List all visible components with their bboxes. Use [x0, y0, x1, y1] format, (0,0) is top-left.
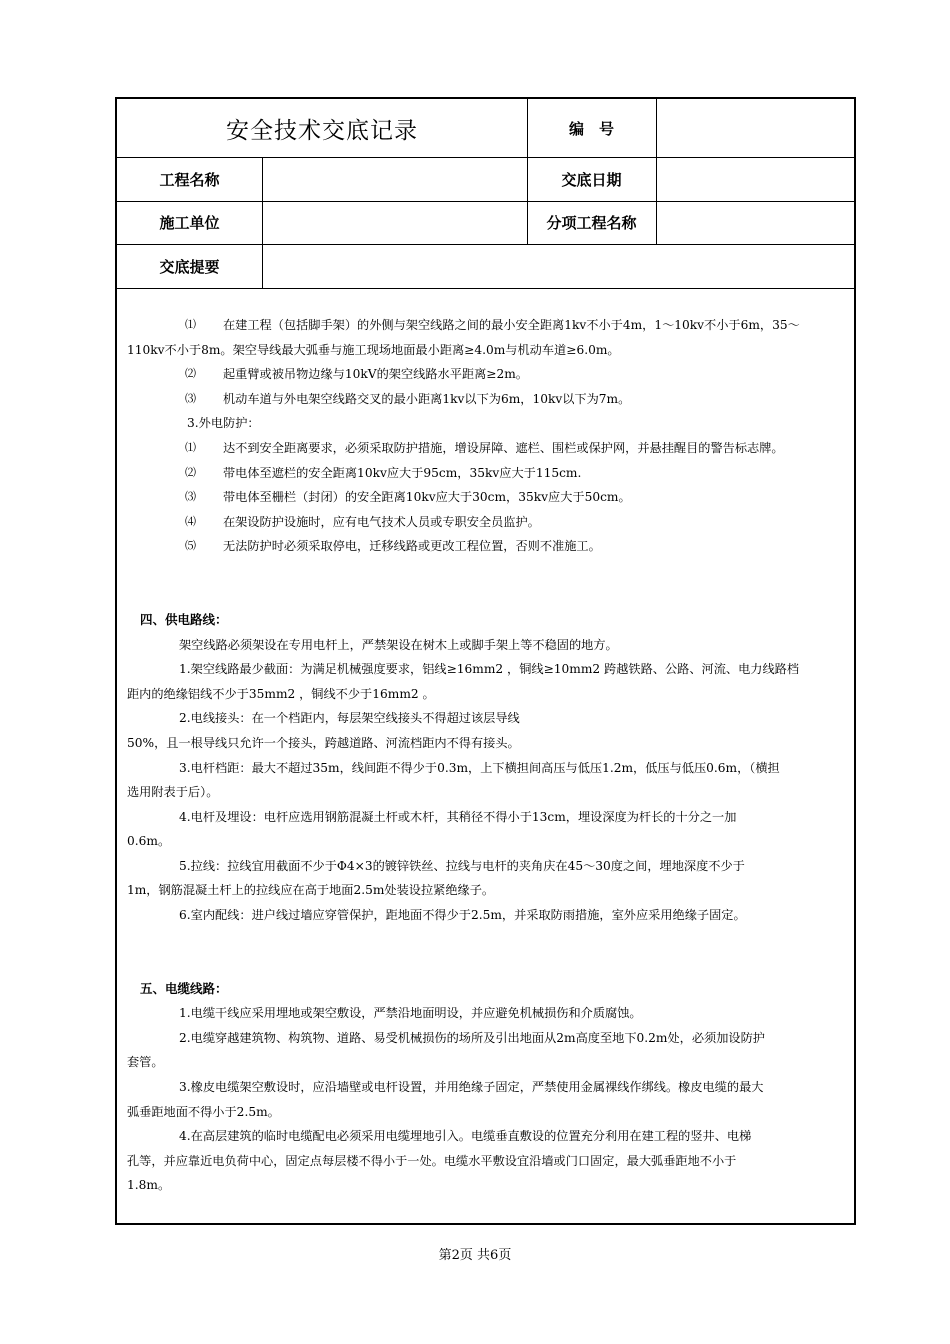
project-name-label: 工程名称 — [159, 170, 220, 189]
paragraph: 4.在高层建筑的临时电缆配电必须采用电缆埋地引入。电缆垂直敷设的位置充分利用在建工程的竖井、电梯 — [179, 1129, 752, 1144]
unit-label: 施工单位 — [159, 214, 220, 232]
paragraph: 1.电缆干线应采用埋地或架空敷设，严禁沿地面明设，并应避免机械损伤和介质腐蚀。 — [179, 1006, 642, 1021]
paragraph: 2.电线接头：在一个档距内，每层架空线接头不得超过该层导线 — [179, 711, 520, 726]
list-item: ⑶ 带电体至栅栏（封闭）的安全距离10kv应大于30cm，35kv应大于50cm。 — [185, 490, 631, 505]
list-item: ⑵ 带电体至遮栏的安全距离10kv应大于95cm，35kv应大于115cm. — [185, 465, 582, 480]
list-item: ⑴ 在建工程（包括脚手架）的外侧与架空线路之间的最小安全距离1kv不小于4m，1～10kv不小于6m，35～ — [185, 318, 800, 332]
paragraph-continuation: 1.8m。 — [127, 1178, 171, 1193]
date-label: 交底日期 — [561, 170, 622, 189]
paragraph: 4.电杆及埋设：电杆应选用钢筋混凝土杆或木杆，其稍径不得小于13cm，埋设深度为杆长的十分之一加 — [179, 809, 737, 824]
unit-field[interactable] — [263, 201, 527, 244]
subproject-field[interactable] — [657, 201, 854, 244]
paragraph: 1.架空线路最少截面：为满足机械强度要求，铝线≥16mm2 ，铜线≥10mm2 跨越铁路、公路、河流、电力线路档 — [179, 662, 800, 677]
record-form — [115, 97, 856, 1225]
list-item: ⑸ 无法防护时必须采取停电，迁移线路或更改工程位置，否则不准施工。 — [185, 539, 601, 554]
paragraph-continuation: 弧垂距地面不得小于2.5m。 — [127, 1104, 280, 1119]
section-heading: 五、电缆线路： — [140, 980, 228, 996]
page-number: 第2页 共6页 — [438, 1248, 512, 1263]
paragraph: 5.拉线：拉线宜用截面不少于Φ4×3的镀锌铁丝、拉线与电杆的夹角庆在45～30度之间，埋地深度不少于 — [179, 858, 745, 873]
list-item: ⑴ 达不到安全距离要求，必须采取防护措施，增设屏障、遮栏、围栏或保护网，并悬挂醒目的警告标志牌。 — [185, 440, 784, 455]
paragraph-continuation: 套管。 — [127, 1055, 164, 1070]
paragraph-continuation: 1m，钢筋混凝土杆上的拉线应在高于地面2.5m处装设拉紧绝缘子。 — [127, 883, 495, 898]
subproject-label: 分项工程名称 — [546, 214, 637, 232]
paragraph-continuation: 110kv不小于8m。架空导线最大弧垂与施工现场地面最小距离≥4.0m与机动车道≥6.0m。 — [127, 342, 620, 357]
number-field[interactable] — [657, 99, 854, 157]
list-item: ⑶ 机动车道与外电架空线路交叉的最小距离1kv以下为6m，10kv以下为7m。 — [185, 391, 631, 406]
paragraph: 3.橡皮电缆架空敷设时，应沿墙壁或电杆设置，并用绝缘子固定，严禁使用金属裸线作绑线。橡皮电缆的最大 — [179, 1080, 764, 1095]
row-divider — [117, 288, 854, 289]
summary-field[interactable] — [263, 244, 854, 288]
paragraph-continuation: 0.6m。 — [127, 834, 171, 849]
paragraph: 架空线路必须架设在专用电杆上，严禁架设在树木上或脚手架上等不稳固的地方。 — [179, 637, 618, 652]
section-heading: 四、供电路线： — [140, 611, 228, 627]
list-item: ⑵ 起重臂或被吊物边缘与10kV的架空线路水平距离≥2m。 — [185, 367, 528, 382]
paragraph-continuation: 选用附表于后）。 — [127, 785, 219, 800]
list-item: ⑷ 在架设防护设施时，应有电气技术人员或专职安全员监护。 — [185, 514, 540, 529]
subsection-title: 3.外电防护： — [187, 416, 260, 431]
paragraph-continuation: 距内的绝缘铝线不少于35mm2 ，铜线不少于16mm2 。 — [127, 686, 435, 701]
date-field[interactable] — [657, 157, 854, 201]
form-title: 安全技术交底记录 — [226, 117, 418, 144]
paragraph-continuation: 孔等，并应靠近电负荷中心，固定点每层楼不得小于一处。电缆水平敷设宜沿墙或门口固定，最大弧垂距地不小于 — [127, 1153, 737, 1168]
project-name-field[interactable] — [263, 157, 527, 201]
paragraph: 2.电缆穿越建筑物、构筑物、道路、易受机械损伤的场所及引出地面从2m高度至地下0.2m处，必须加设防护 — [179, 1030, 765, 1045]
number-label: 编 号 — [568, 119, 614, 138]
paragraph-continuation: 50%，且一根导线只允许一个接头，跨越道路、河流档距内不得有接头。 — [127, 735, 520, 750]
body-content — [127, 313, 848, 1198]
paragraph: 3.电杆档距：最大不超过35m，线间距不得少于0.3m，上下横担间高压与低压1.2m，低压与低压0.6m，（横担 — [179, 760, 780, 775]
summary-label: 交底提要 — [159, 257, 220, 276]
paragraph: 6.室内配线：进户线过墙应穿管保护，距地面不得少于2.5m，并采取防雨措施，室外应采用绝缘子固定。 — [179, 908, 746, 923]
